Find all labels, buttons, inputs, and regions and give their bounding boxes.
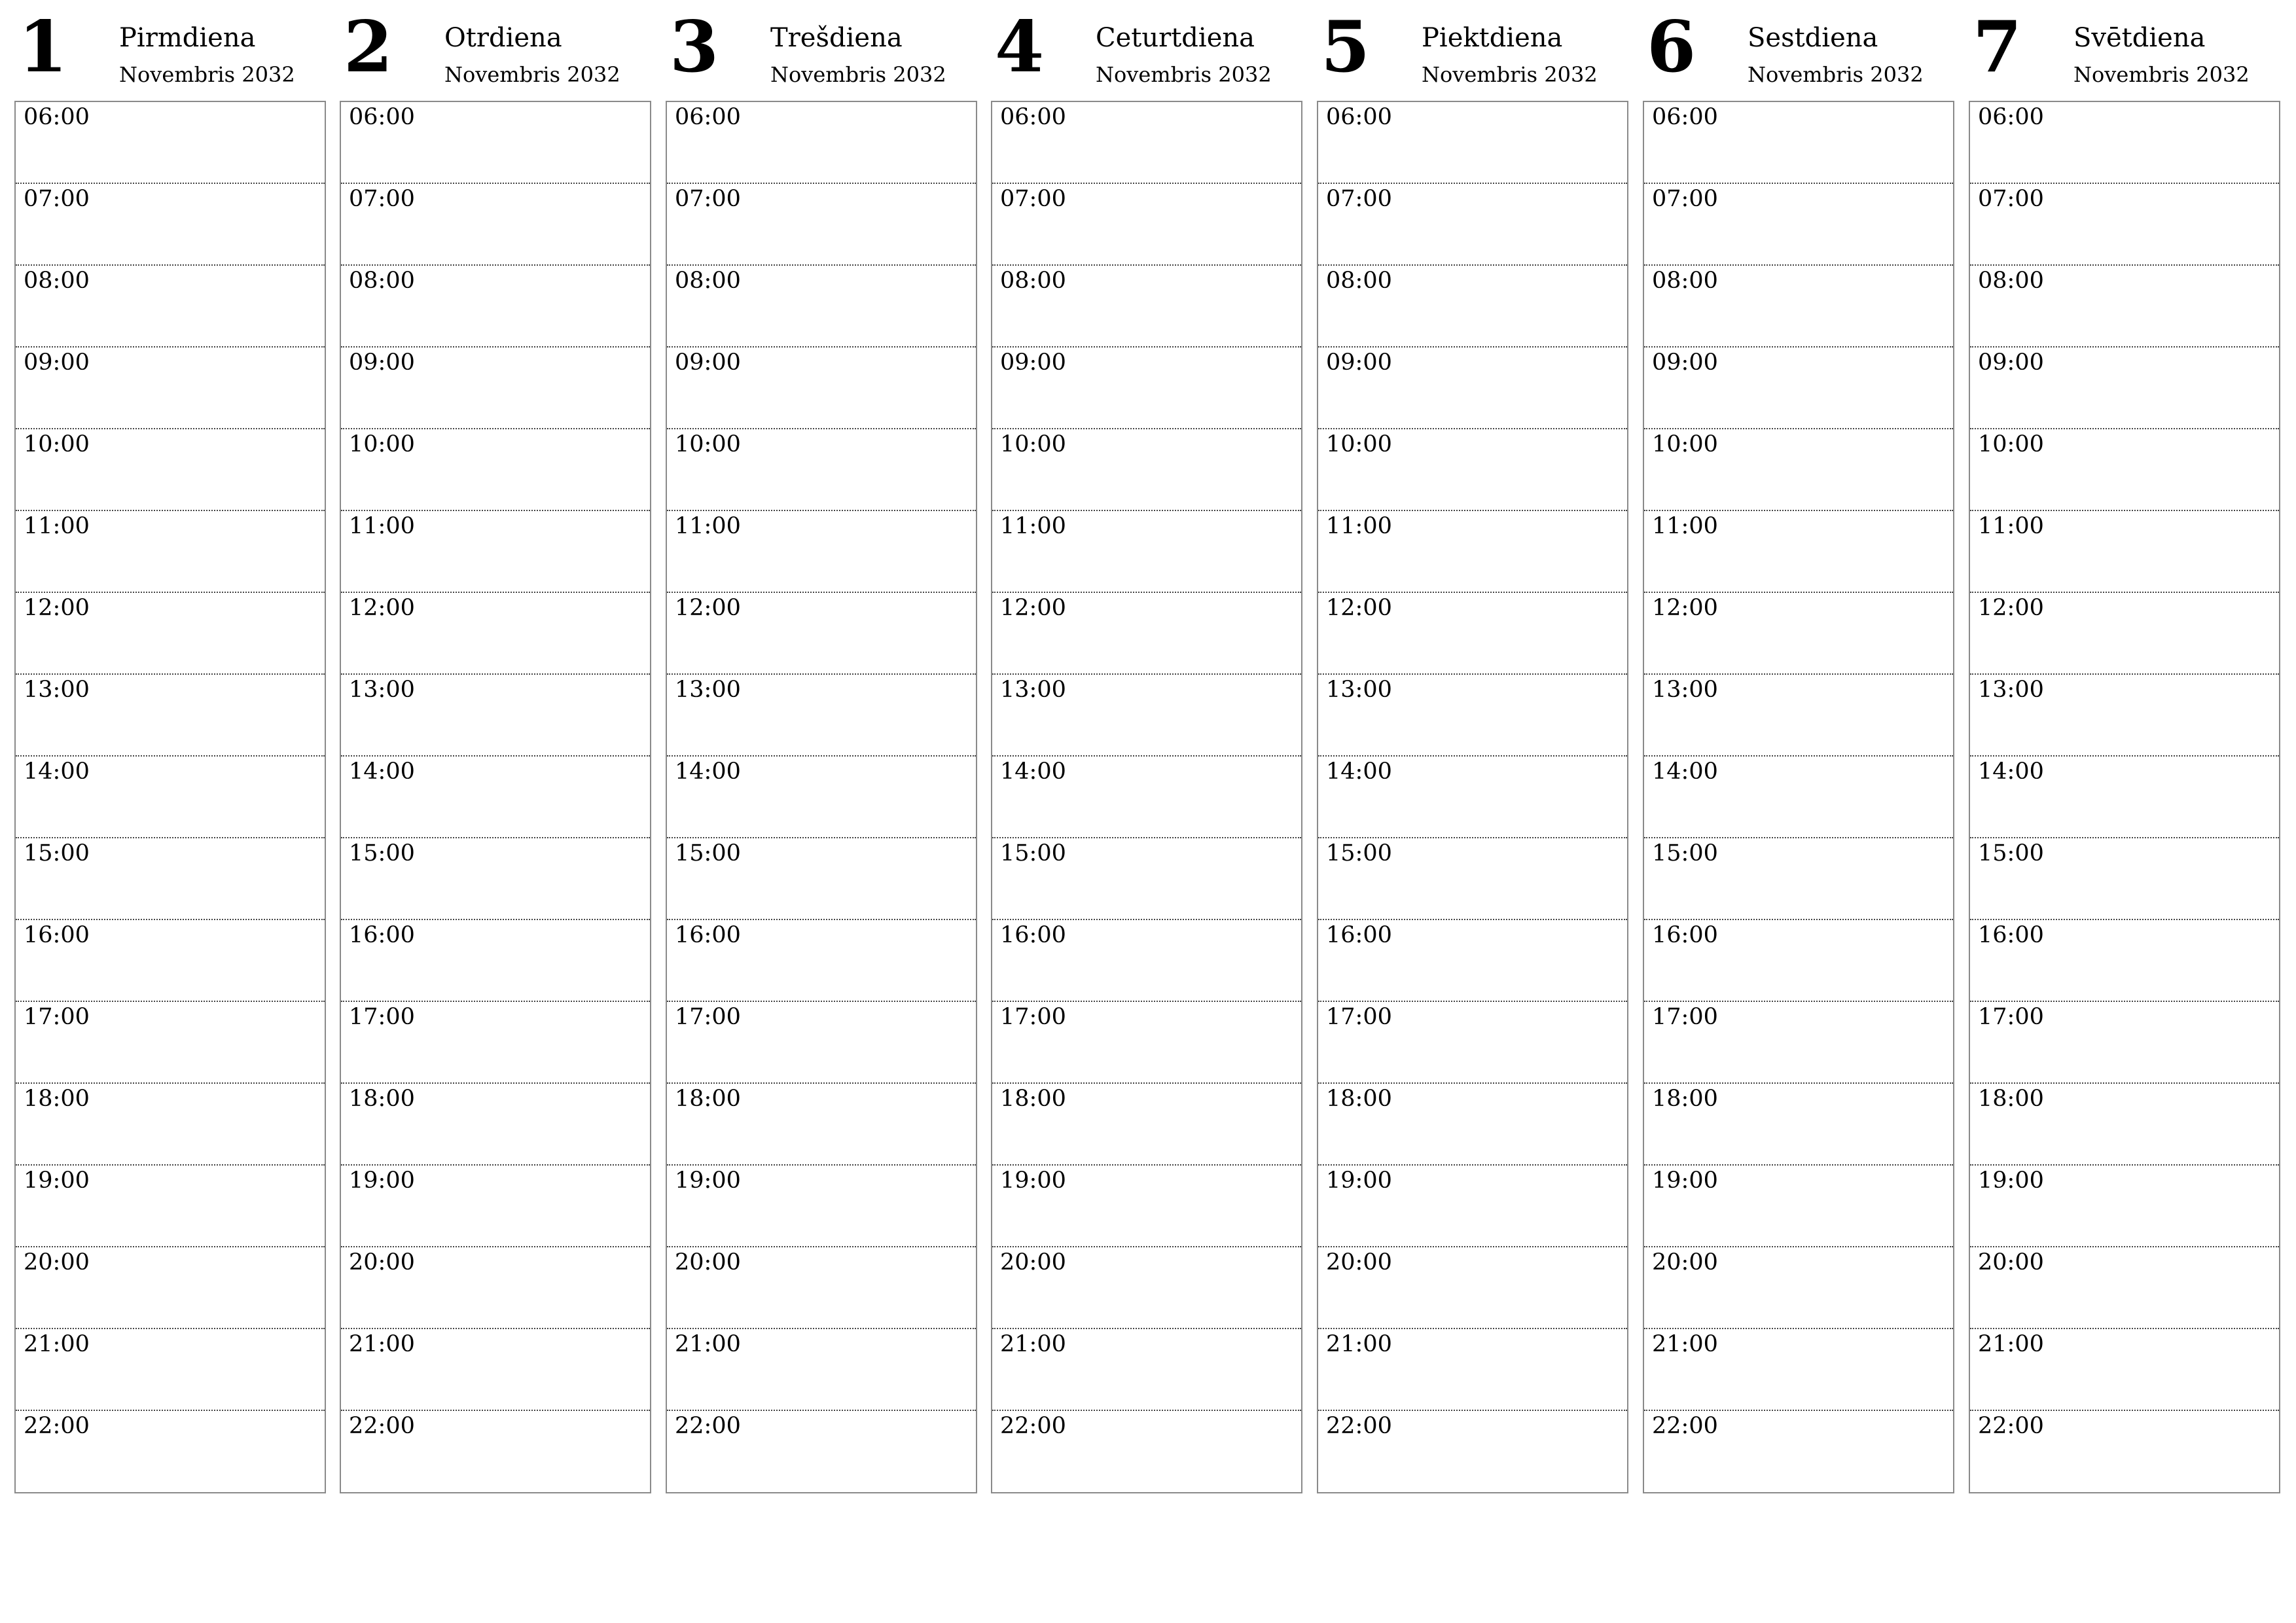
hour-label: 10:00 [1652, 431, 1718, 457]
hour-slot [1970, 757, 2279, 838]
day-schedule-box [1969, 101, 2280, 1493]
hour-slot [667, 348, 976, 429]
hour-slot [341, 1084, 650, 1166]
hour-slot [1644, 1411, 1953, 1492]
hour-label: 06:00 [675, 104, 741, 130]
hour-slot [1644, 757, 1953, 838]
hour-label: 14:00 [1000, 758, 1066, 785]
day-month-year: Novembris 2032 [444, 62, 620, 87]
hour-slot [16, 675, 325, 757]
hour-slot [341, 1247, 650, 1329]
hour-slot [667, 1411, 976, 1492]
hour-label: 16:00 [675, 922, 741, 948]
hour-label: 18:00 [1652, 1086, 1718, 1112]
hour-slot [1318, 675, 1627, 757]
hour-slot [16, 1411, 325, 1492]
hour-label: 15:00 [1978, 840, 2044, 866]
hour-slot [341, 920, 650, 1002]
hour-label: 20:00 [1326, 1249, 1392, 1275]
hour-slot [16, 429, 325, 511]
hour-label: 08:00 [349, 268, 415, 294]
hour-slot [667, 102, 976, 184]
hour-label: 17:00 [1000, 1004, 1066, 1030]
hour-slot [667, 266, 976, 348]
hour-slot [667, 838, 976, 920]
hour-label: 22:00 [1978, 1413, 2044, 1439]
hour-slot [1970, 838, 2279, 920]
hour-slot [992, 184, 1301, 266]
hour-label: 12:00 [1326, 595, 1392, 621]
hour-label: 16:00 [1978, 922, 2044, 948]
hour-slot [341, 1329, 650, 1411]
hour-label: 14:00 [349, 758, 415, 785]
hour-slot [1318, 838, 1627, 920]
hour-slot [1318, 757, 1627, 838]
hour-slot [667, 593, 976, 675]
hour-label: 10:00 [349, 431, 415, 457]
hour-slot [341, 102, 650, 184]
hour-slot [341, 593, 650, 675]
hour-slot [992, 511, 1301, 593]
hour-slot [667, 675, 976, 757]
day-name: Otrdiena [444, 23, 562, 53]
hour-label: 08:00 [1000, 268, 1066, 294]
hour-slot [341, 1002, 650, 1084]
hour-slot [16, 184, 325, 266]
hour-slot [341, 184, 650, 266]
hour-label: 22:00 [349, 1413, 415, 1439]
hour-label: 11:00 [1652, 513, 1718, 539]
hour-slot [1970, 429, 2279, 511]
day-month-year: Novembris 2032 [1748, 62, 1924, 87]
hour-label: 18:00 [24, 1086, 90, 1112]
hour-slot [16, 1247, 325, 1329]
hour-slot [667, 1329, 976, 1411]
hour-label: 10:00 [24, 431, 90, 457]
hour-slot [992, 1166, 1301, 1247]
hour-label: 07:00 [1652, 186, 1718, 212]
hour-slot [1644, 1166, 1953, 1247]
hour-slot [341, 429, 650, 511]
day-header [340, 0, 651, 101]
hour-label: 15:00 [349, 840, 415, 866]
hour-slot [1644, 1084, 1953, 1166]
day-schedule-box [14, 101, 326, 1493]
hour-slot [667, 1084, 976, 1166]
hour-label: 09:00 [24, 349, 90, 376]
hour-label: 22:00 [675, 1413, 741, 1439]
hour-slot [1318, 1002, 1627, 1084]
hour-slot [16, 757, 325, 838]
day-header [1317, 0, 1628, 101]
hour-label: 08:00 [675, 268, 741, 294]
hour-label: 14:00 [1978, 758, 2044, 785]
hour-label: 09:00 [675, 349, 741, 376]
hour-label: 06:00 [1652, 104, 1718, 130]
hour-slot [1318, 920, 1627, 1002]
hour-slot [667, 1002, 976, 1084]
hour-label: 08:00 [24, 268, 90, 294]
hour-label: 20:00 [1978, 1249, 2044, 1275]
hour-slot [667, 429, 976, 511]
hour-slot [16, 1002, 325, 1084]
hour-slot [341, 266, 650, 348]
hour-slot [1318, 1411, 1627, 1492]
hour-slot [1644, 102, 1953, 184]
hour-label: 15:00 [24, 840, 90, 866]
hour-label: 12:00 [1978, 595, 2044, 621]
hour-label: 13:00 [1326, 677, 1392, 703]
hour-label: 17:00 [1326, 1004, 1392, 1030]
hour-slot [1318, 1166, 1627, 1247]
hour-slot [1644, 1329, 1953, 1411]
hour-label: 15:00 [1652, 840, 1718, 866]
day-name: Ceturtdiena [1096, 23, 1255, 53]
hour-slot [1644, 1247, 1953, 1329]
day-name: Pirmdiena [119, 23, 256, 53]
hour-label: 18:00 [675, 1086, 741, 1112]
hour-label: 21:00 [1978, 1331, 2044, 1357]
hour-label: 20:00 [349, 1249, 415, 1275]
hour-label: 13:00 [1978, 677, 2044, 703]
hour-label: 12:00 [675, 595, 741, 621]
hour-label: 07:00 [24, 186, 90, 212]
hour-label: 10:00 [1326, 431, 1392, 457]
hour-slot [667, 920, 976, 1002]
hour-slot [1970, 266, 2279, 348]
hour-label: 15:00 [1326, 840, 1392, 866]
hour-slot [16, 511, 325, 593]
hour-label: 19:00 [1652, 1168, 1718, 1194]
hour-label: 11:00 [349, 513, 415, 539]
hour-slot [992, 757, 1301, 838]
hour-label: 14:00 [1652, 758, 1718, 785]
hour-slot [16, 920, 325, 1002]
hour-label: 16:00 [1326, 922, 1392, 948]
hour-slot [992, 920, 1301, 1002]
hour-slot [1644, 348, 1953, 429]
day-month-year: Novembris 2032 [119, 62, 295, 87]
day-column [14, 0, 326, 1439]
hour-slot [341, 1411, 650, 1492]
hour-label: 18:00 [349, 1086, 415, 1112]
hour-slot [16, 1166, 325, 1247]
day-schedule-box [340, 101, 651, 1493]
hour-label: 07:00 [1978, 186, 2044, 212]
hour-slot [341, 1166, 650, 1247]
hour-label: 20:00 [24, 1249, 90, 1275]
day-month-year: Novembris 2032 [1422, 62, 1598, 87]
hour-label: 07:00 [675, 186, 741, 212]
hour-slot [341, 838, 650, 920]
day-name: Svētdiena [2073, 23, 2206, 53]
day-name: Sestdiena [1748, 23, 1878, 53]
hour-label: 12:00 [349, 595, 415, 621]
hour-slot [1644, 593, 1953, 675]
hour-slot [1970, 1002, 2279, 1084]
hour-slot [992, 102, 1301, 184]
hour-slot [1644, 675, 1953, 757]
hour-slot [1970, 348, 2279, 429]
hour-slot [1970, 102, 2279, 184]
hour-label: 22:00 [1326, 1413, 1392, 1439]
hour-label: 09:00 [1000, 349, 1066, 376]
hour-slot [16, 348, 325, 429]
day-column [1317, 0, 1628, 1439]
hour-slot [992, 266, 1301, 348]
day-name: Trešdiena [770, 23, 903, 53]
hour-label: 16:00 [1000, 922, 1066, 948]
hour-slot [1644, 184, 1953, 266]
hour-slot [992, 675, 1301, 757]
day-number: 2 [344, 6, 393, 88]
hour-label: 13:00 [1000, 677, 1066, 703]
hour-label: 11:00 [1326, 513, 1392, 539]
hour-label: 18:00 [1000, 1086, 1066, 1112]
day-header [14, 0, 326, 101]
hour-label: 16:00 [24, 922, 90, 948]
hour-label: 16:00 [1652, 922, 1718, 948]
hour-label: 21:00 [1326, 1331, 1392, 1357]
hour-slot [667, 184, 976, 266]
day-column [666, 0, 977, 1439]
hour-label: 21:00 [1000, 1331, 1066, 1357]
day-number: 1 [18, 6, 68, 88]
hour-slot [1970, 675, 2279, 757]
hour-slot [16, 593, 325, 675]
hour-label: 09:00 [349, 349, 415, 376]
hour-label: 10:00 [1978, 431, 2044, 457]
hour-label: 08:00 [1652, 268, 1718, 294]
hour-label: 18:00 [1978, 1086, 2044, 1112]
hour-label: 20:00 [1652, 1249, 1718, 1275]
hour-label: 14:00 [1326, 758, 1392, 785]
hour-label: 17:00 [1978, 1004, 2044, 1030]
hour-label: 22:00 [1652, 1413, 1718, 1439]
hour-label: 10:00 [675, 431, 741, 457]
day-column [991, 0, 1302, 1439]
hour-slot [1318, 266, 1627, 348]
hour-slot [1970, 184, 2279, 266]
hour-slot [1318, 348, 1627, 429]
hour-slot [1644, 511, 1953, 593]
day-column [340, 0, 651, 1439]
hour-label: 17:00 [24, 1004, 90, 1030]
hour-label: 07:00 [1000, 186, 1066, 212]
hour-slot [341, 675, 650, 757]
hour-label: 11:00 [675, 513, 741, 539]
hour-label: 12:00 [1652, 595, 1718, 621]
hour-label: 11:00 [1978, 513, 2044, 539]
hour-slot [1318, 593, 1627, 675]
hour-label: 06:00 [1326, 104, 1392, 130]
hour-label: 18:00 [1326, 1086, 1392, 1112]
hour-label: 19:00 [24, 1168, 90, 1194]
hour-slot [16, 838, 325, 920]
hour-slot [1318, 1247, 1627, 1329]
hour-slot [1970, 1411, 2279, 1492]
hour-label: 09:00 [1326, 349, 1392, 376]
hour-slot [667, 1166, 976, 1247]
hour-label: 22:00 [24, 1413, 90, 1439]
hour-label: 21:00 [24, 1331, 90, 1357]
hour-label: 21:00 [1652, 1331, 1718, 1357]
hour-label: 06:00 [349, 104, 415, 130]
hour-label: 19:00 [675, 1168, 741, 1194]
hour-label: 10:00 [1000, 431, 1066, 457]
hour-slot [992, 348, 1301, 429]
day-header [991, 0, 1302, 101]
hour-label: 14:00 [675, 758, 741, 785]
hour-label: 21:00 [675, 1331, 741, 1357]
day-month-year: Novembris 2032 [770, 62, 946, 87]
day-column [1643, 0, 1954, 1439]
hour-slot [16, 102, 325, 184]
day-schedule-box [991, 101, 1302, 1493]
hour-slot [1318, 102, 1627, 184]
hour-label: 15:00 [1000, 840, 1066, 866]
hour-label: 12:00 [1000, 595, 1066, 621]
hour-label: 11:00 [1000, 513, 1066, 539]
hour-slot [1970, 1329, 2279, 1411]
hour-slot [1318, 429, 1627, 511]
day-number: 7 [1973, 6, 2022, 88]
hour-slot [992, 838, 1301, 920]
hour-slot [1644, 429, 1953, 511]
hour-label: 07:00 [349, 186, 415, 212]
day-number: 6 [1647, 6, 1696, 88]
hour-label: 15:00 [675, 840, 741, 866]
hour-slot [1970, 1166, 2279, 1247]
hour-label: 20:00 [675, 1249, 741, 1275]
hour-slot [1318, 1329, 1627, 1411]
hour-slot [1644, 1002, 1953, 1084]
hour-slot [1318, 511, 1627, 593]
day-schedule-box [666, 101, 977, 1493]
hour-label: 19:00 [349, 1168, 415, 1194]
hour-label: 13:00 [1652, 677, 1718, 703]
hour-label: 13:00 [349, 677, 415, 703]
hour-slot [992, 429, 1301, 511]
hour-label: 19:00 [1000, 1168, 1066, 1194]
hour-slot [16, 1084, 325, 1166]
day-header [1643, 0, 1954, 101]
hour-label: 17:00 [1652, 1004, 1718, 1030]
hour-label: 22:00 [1000, 1413, 1066, 1439]
hour-label: 19:00 [1326, 1168, 1392, 1194]
hour-label: 07:00 [1326, 186, 1392, 212]
hour-label: 09:00 [1978, 349, 2044, 376]
hour-label: 20:00 [1000, 1249, 1066, 1275]
hour-slot [1644, 920, 1953, 1002]
hour-slot [1318, 184, 1627, 266]
hour-slot [16, 266, 325, 348]
hour-slot [1970, 1247, 2279, 1329]
hour-label: 19:00 [1978, 1168, 2044, 1194]
hour-slot [992, 1084, 1301, 1166]
hour-slot [341, 757, 650, 838]
hour-label: 16:00 [349, 922, 415, 948]
hour-label: 06:00 [24, 104, 90, 130]
hour-slot [667, 511, 976, 593]
hour-slot [341, 348, 650, 429]
hour-slot [1970, 511, 2279, 593]
hour-label: 08:00 [1326, 268, 1392, 294]
hour-slot [667, 1247, 976, 1329]
day-column [1969, 0, 2280, 1439]
hour-label: 21:00 [349, 1331, 415, 1357]
day-month-year: Novembris 2032 [1096, 62, 1272, 87]
day-name: Piektdiena [1422, 23, 1563, 53]
hour-label: 11:00 [24, 513, 90, 539]
hour-label: 14:00 [24, 758, 90, 785]
hour-slot [992, 593, 1301, 675]
hour-slot [341, 511, 650, 593]
hour-label: 17:00 [675, 1004, 741, 1030]
hour-label: 08:00 [1978, 268, 2044, 294]
day-number: 5 [1321, 6, 1371, 88]
hour-label: 12:00 [24, 595, 90, 621]
hour-slot [1970, 593, 2279, 675]
hour-slot [992, 1329, 1301, 1411]
hour-slot [1644, 838, 1953, 920]
day-header [666, 0, 977, 101]
hour-slot [1970, 920, 2279, 1002]
hour-label: 17:00 [349, 1004, 415, 1030]
hour-slot [1644, 266, 1953, 348]
hour-label: 13:00 [24, 677, 90, 703]
hour-slot [992, 1247, 1301, 1329]
hour-slot [1318, 1084, 1627, 1166]
day-month-year: Novembris 2032 [2073, 62, 2250, 87]
hour-slot [1970, 1084, 2279, 1166]
hour-label: 06:00 [1000, 104, 1066, 130]
hour-slot [992, 1411, 1301, 1492]
hour-slot [992, 1002, 1301, 1084]
day-schedule-box [1643, 101, 1954, 1493]
day-schedule-box [1317, 101, 1628, 1493]
day-header [1969, 0, 2280, 101]
hour-label: 06:00 [1978, 104, 2044, 130]
hour-slot [667, 757, 976, 838]
hour-label: 13:00 [675, 677, 741, 703]
hour-slot [16, 1329, 325, 1411]
day-number: 3 [670, 6, 719, 88]
hour-label: 09:00 [1652, 349, 1718, 376]
day-number: 4 [995, 6, 1045, 88]
